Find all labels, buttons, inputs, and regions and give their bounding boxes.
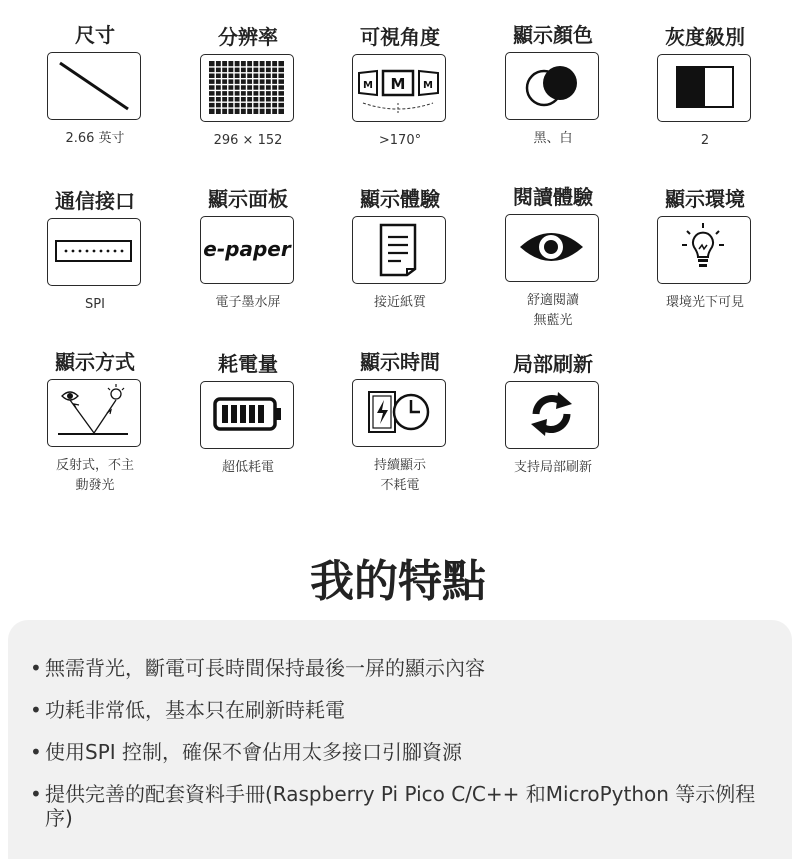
bullet: • <box>30 782 42 806</box>
epaper-label: e-paper <box>203 237 291 261</box>
spec-title: 顯示面板 <box>208 187 288 211</box>
feature-text: 使用SPI 控制，確保不會佔用太多接口引腳資源 <box>45 740 463 764</box>
spec-value <box>20 456 170 496</box>
feature-text: 提供完善的配套資料手冊(Raspberry Pi Pico C/C++ 和MicroPython 等示例程序) <box>45 782 756 830</box>
power-clock-icon <box>352 379 446 447</box>
epaper-icon <box>200 216 294 284</box>
spec-value-line-1: 舒適閱讀 <box>526 293 579 308</box>
feature-item <box>30 740 770 764</box>
spec-value: 環境光下可見 <box>665 295 744 310</box>
paper-document-icon <box>352 216 446 284</box>
spec-title: 灰度級別 <box>665 25 745 49</box>
spec-title: 顯示體驗 <box>360 187 440 211</box>
spec-title: 可視角度 <box>360 25 440 49</box>
spec-title: 耗電量 <box>218 352 278 376</box>
svg-text:M: M <box>363 80 373 91</box>
spec-value: 2 <box>700 133 710 148</box>
bullet: • <box>30 740 42 764</box>
color-circles-icon <box>505 52 599 120</box>
size-diagonal-icon <box>47 52 141 120</box>
spec-value-line-2: 無藍光 <box>533 313 573 328</box>
feature-text: 功耗非常低，基本只在刷新時耗電 <box>45 698 345 722</box>
spec-value: SPI <box>85 297 105 312</box>
spec-value: 黑、白 <box>533 131 573 146</box>
viewing-angle-icon <box>352 54 446 122</box>
spec-value-line-1: 反射式，不主 <box>55 458 134 473</box>
spec-title: 顯示時間 <box>360 350 440 374</box>
spec-title: 顯示環境 <box>665 187 745 211</box>
spec-title: 尺寸 <box>75 23 115 47</box>
eye-icon <box>505 214 599 282</box>
viewing-angle-label: M <box>390 75 406 93</box>
spec-value <box>478 291 628 331</box>
spec-value: 支持局部刷新 <box>513 460 592 475</box>
spec-value: 296 × 152 <box>213 133 283 148</box>
spec-title: 閱讀體驗 <box>513 185 593 209</box>
pixel-grid-icon <box>200 54 294 122</box>
battery-icon <box>200 381 294 449</box>
bullet: • <box>30 656 42 680</box>
feature-item <box>30 782 770 830</box>
svg-text:M: M <box>423 80 433 91</box>
refresh-arrows-icon <box>505 381 599 449</box>
spec-value-line-2: 不耗電 <box>380 478 420 493</box>
spec-value: 電子墨水屏 <box>215 295 281 310</box>
reflection-icon <box>47 379 141 447</box>
section-heading: 我的特點 <box>310 556 486 607</box>
feature-item <box>30 698 770 722</box>
feature-text: 無需背光，斷電可長時間保持最後一屏的顯示內容 <box>45 656 485 680</box>
spec-title: 通信接口 <box>55 189 135 213</box>
spec-value: 接近紙質 <box>373 295 426 310</box>
spec-title: 分辨率 <box>218 25 278 49</box>
spec-value: 2.66 英寸 <box>65 131 125 146</box>
spec-value: >170° <box>378 133 422 148</box>
feature-item <box>30 656 770 680</box>
spec-title: 局部刷新 <box>513 352 593 376</box>
spec-value: 超低耗電 <box>221 460 274 475</box>
bullet: • <box>30 698 42 722</box>
spec-title: 顯示方式 <box>55 350 135 374</box>
grayscale-icon <box>657 54 751 122</box>
spec-value-line-1: 持續顯示 <box>373 458 426 473</box>
spec-value <box>325 456 475 496</box>
connector-icon <box>47 218 141 286</box>
light-bulb-icon <box>657 216 751 284</box>
spec-title: 顯示顏色 <box>513 23 593 47</box>
spec-value-line-2: 動發光 <box>75 478 115 493</box>
